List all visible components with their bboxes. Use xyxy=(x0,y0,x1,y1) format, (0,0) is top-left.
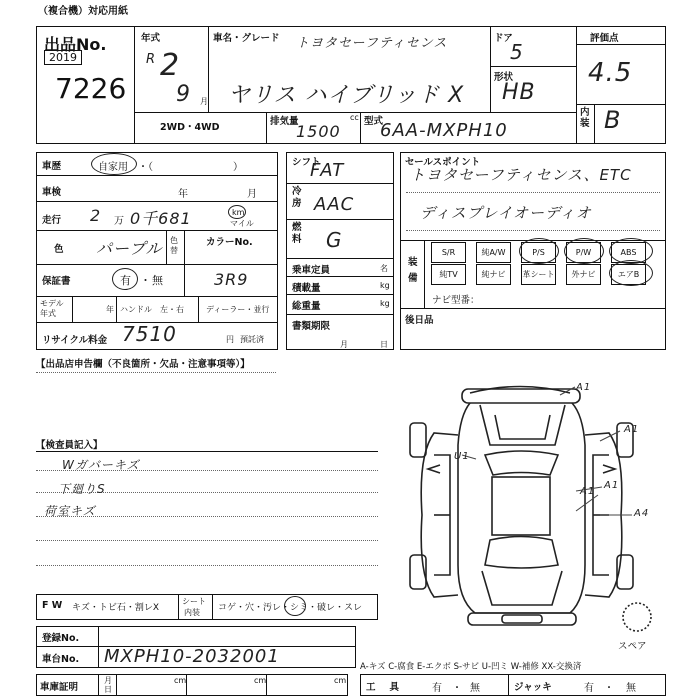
model-year-unit: 年 xyxy=(106,305,114,314)
jack-yes: 有 xyxy=(584,683,594,694)
inspection-label: 車検 xyxy=(42,187,62,198)
warranty-circle xyxy=(112,268,138,290)
equip-tv: 純TV xyxy=(431,264,466,285)
doc-day: 日 xyxy=(380,340,388,349)
recycle-value: 7510 xyxy=(122,322,177,346)
chassis-label: 車台No. xyxy=(42,654,80,665)
warranty-no: 無 xyxy=(152,274,163,287)
doc-expiry-label: 書類期限 xyxy=(292,321,331,332)
lot-number: 7226 xyxy=(55,72,127,105)
mileage-unit2: マイル xyxy=(230,219,254,228)
color-value: パープル xyxy=(96,239,163,258)
inspection-year: 年 xyxy=(178,189,188,200)
equip-alloy: 純A/W xyxy=(476,242,511,263)
displacement-unit: cc xyxy=(350,113,359,122)
car-name-label: 車名・グレード xyxy=(213,33,280,44)
warranty-yes: 有 xyxy=(120,274,131,287)
header-label: （複合機）対応用紙 xyxy=(38,6,128,17)
color-label: 色 xyxy=(54,244,64,255)
inspector-label: 【検査員記入】 xyxy=(36,440,103,451)
equip-leather: 革シート xyxy=(521,264,556,285)
lot-year-value: 2019 xyxy=(49,51,77,64)
fw-label: F W xyxy=(42,600,63,611)
shape-label: 形状 xyxy=(494,72,514,83)
displacement-value: 1500 xyxy=(296,122,341,141)
equip-navi: 純ナビ xyxy=(476,264,511,285)
diagram-mark-1: A1 xyxy=(576,382,592,393)
mileage-label: 走行 xyxy=(42,215,62,226)
mileage-unit-circle xyxy=(228,205,246,219)
equip-ext-navi: 外ナビ xyxy=(566,264,601,285)
fw-items: キズ・トビ石・割レX xyxy=(72,603,159,613)
color-change: 色替 xyxy=(170,236,178,255)
cert-cm2: cm xyxy=(254,676,267,685)
model-code-label: 型式 xyxy=(364,116,384,127)
inspection-month: 月 xyxy=(247,189,257,200)
lot-label: 出品No. xyxy=(44,35,107,54)
cert-date: 月日 xyxy=(104,676,112,694)
year-era: R xyxy=(146,52,157,67)
month-unit: 月 xyxy=(200,97,208,106)
seat-label1: シート xyxy=(182,597,206,606)
tools-no: 無 xyxy=(470,683,480,694)
car-name-line2: ヤリス ハイブリッド X xyxy=(228,83,465,108)
mileage-man: 2 xyxy=(90,206,102,225)
inspector-note1: Wガバーキズ xyxy=(62,458,140,472)
seat-label2: 内装 xyxy=(184,608,200,617)
spare-label: スペア xyxy=(618,641,647,652)
warranty-sep: ・ xyxy=(140,274,151,287)
cert-table xyxy=(36,674,348,696)
equip-pw-circle xyxy=(564,238,604,264)
interior-value: B xyxy=(604,106,622,134)
equip-ps: P/S xyxy=(521,242,556,263)
history-circle xyxy=(91,153,137,175)
dealer-label: ディーラー・並行 xyxy=(206,305,270,314)
color-no-label: カラーNo. xyxy=(206,237,253,248)
shop-notice-label: 【出品店申告欄（不良箇所・欠品・注意事項等）】 xyxy=(36,359,250,370)
interior-label: 内装 xyxy=(580,107,590,129)
mileage-value: 0千681 xyxy=(130,209,192,228)
doc-month: 月 xyxy=(340,340,348,349)
doors-label: ドア xyxy=(494,33,513,44)
history-value: 自家用 xyxy=(98,162,128,173)
inspector-note3: 荷室キズ xyxy=(44,504,96,518)
month-value: 9 xyxy=(176,82,191,107)
diagram-mark-6: A4 xyxy=(634,508,650,519)
displacement-label: 排気量 xyxy=(270,116,299,127)
history-rest: ・（ ） xyxy=(138,162,243,173)
aircon-label: 冷房 xyxy=(292,186,302,209)
shape-value: HB xyxy=(502,80,536,105)
color-no-value: 3R9 xyxy=(214,270,249,289)
car-diagram xyxy=(400,375,666,640)
equip-pw: P/W xyxy=(566,242,601,263)
handle-label: ハンドル 左・右 xyxy=(120,305,184,314)
shift-label: シフト xyxy=(292,157,321,168)
recycle-deposit: 預託済 xyxy=(240,335,264,344)
equip-airbag: エアB xyxy=(611,264,646,285)
sales-line2: ディスプレイオーディオ xyxy=(420,204,592,222)
registration-label: 登録No. xyxy=(42,633,80,644)
later-label: 後日品 xyxy=(405,315,434,326)
equip-sr: S/R xyxy=(431,242,466,263)
model-year-label2: 年式 xyxy=(40,309,56,318)
capacity-label: 乗車定員 xyxy=(292,265,331,276)
cert-label: 車庫証明 xyxy=(40,682,79,693)
capacity-unit: 名 xyxy=(380,264,388,273)
tools-label: 工具 xyxy=(366,682,414,693)
eval-label: 評価点 xyxy=(590,33,619,44)
jack-no: 無 xyxy=(626,683,636,694)
equip-ps-circle xyxy=(519,238,559,264)
weight-unit: kg xyxy=(380,299,390,308)
fuel-label: 燃料 xyxy=(292,222,302,245)
car-name-line1: トヨタセーフティセンス xyxy=(296,36,448,51)
inspector-note2: 下廻りS xyxy=(58,482,106,496)
equip-abs: ABS xyxy=(611,242,646,263)
tools-yes: 有 xyxy=(432,683,442,694)
equip-airbag-circle xyxy=(609,260,653,286)
seat-items: コゲ・穴・汚レ・シミ・破レ・スレ xyxy=(218,603,363,613)
recycle-label: リサイクル料金 xyxy=(42,335,108,346)
cert-cm3: cm xyxy=(334,676,347,685)
diagram-mark-2: A1 xyxy=(624,424,640,435)
drive-label: 2WD・4WD xyxy=(160,122,220,133)
legend-text: A-キズ C-腐食 E-エクボ S-サビ U-凹ミ W-補修 XX-交換済 xyxy=(360,662,582,672)
load-label: 積載量 xyxy=(292,283,321,294)
year-value: 2 xyxy=(160,48,181,83)
cert-cm1: cm xyxy=(174,676,187,685)
fuel-value: G xyxy=(326,228,343,252)
sales-line1: トヨタセーフティセンス、ETC xyxy=(410,166,632,184)
model-code-value: 6AA-MXPH10 xyxy=(380,120,508,141)
diagram-mark-3: U1 xyxy=(454,451,470,462)
load-unit: kg xyxy=(380,281,390,290)
aircon-value: AAC xyxy=(314,194,355,215)
history-label: 車歴 xyxy=(42,161,62,172)
lot-year xyxy=(44,50,82,65)
jack-label: ジャッキ xyxy=(514,682,552,693)
equipment-label: 装備 xyxy=(408,257,418,284)
diagram-mark-5: A1 xyxy=(580,486,596,497)
diagram-mark-4: A1 xyxy=(604,480,620,491)
eval-score: 4.5 xyxy=(588,58,633,88)
sales-point-label: セールスポイント xyxy=(405,157,481,168)
year-model-label: 年式 xyxy=(141,33,161,44)
mileage-man-unit: 万 xyxy=(114,216,124,227)
doors-value: 5 xyxy=(510,40,524,64)
navi-model-label: ナビ型番： xyxy=(432,295,480,306)
model-year-label1: モデル xyxy=(40,299,64,308)
stain-circle xyxy=(284,596,306,616)
chassis-value: MXPH10-2032001 xyxy=(104,646,280,667)
warranty-label: 保証書 xyxy=(42,276,71,287)
recycle-unit: 円 xyxy=(226,335,234,344)
weight-label: 総重量 xyxy=(292,301,321,312)
shift-value: FAT xyxy=(310,160,345,181)
mileage-unit: km xyxy=(232,208,245,217)
